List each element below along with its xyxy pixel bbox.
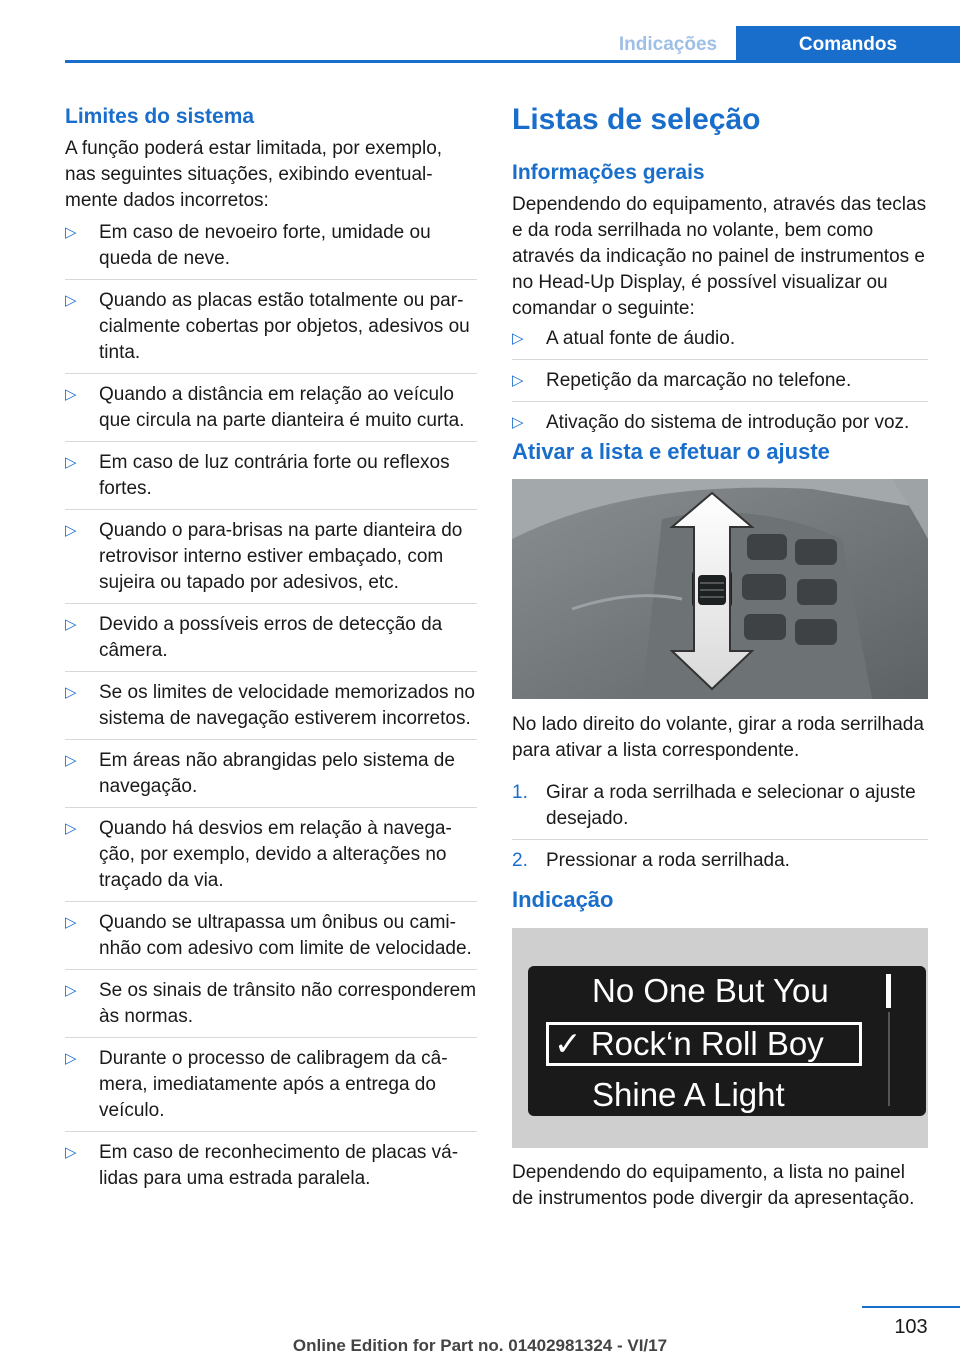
page-number: 103 [894, 1316, 928, 1338]
list-divider [65, 969, 477, 970]
list-item [512, 368, 928, 394]
bullet-triangle-icon: ▷ [65, 616, 77, 633]
list-item-text: Quando se ultrapassa um ônibus ou caminhão com adesivo com limite de velocidade. [99, 912, 472, 959]
steering-wheel-illustration [512, 479, 928, 699]
tab-indicacoes[interactable]: Indicações [618, 33, 718, 55]
display-line-2: ✓ Rock‘n Roll Boy [554, 1025, 824, 1062]
steps-list [512, 780, 928, 890]
bullet-triangle-icon: ▷ [65, 684, 77, 701]
step-text: Pressionar a roda serrilhada. [546, 850, 790, 871]
ativar-paragraph: No lado direito do volante, girar a roda serrilhada para ativar a lista correspondente. [512, 714, 924, 761]
list-item-text: Quando há desvios em relação à navegação, por exemplo, devido a alterações no traçado da via. [99, 818, 452, 891]
list-item [65, 612, 477, 664]
bullet-triangle-icon: ▷ [65, 914, 77, 931]
list-divider [65, 279, 477, 280]
display-line-1: No One But You [592, 972, 829, 1009]
list-item [65, 382, 477, 434]
list-item [65, 450, 477, 502]
list-item [65, 978, 477, 1030]
list-item [512, 326, 928, 352]
display-scrollbar-track [888, 1012, 890, 1106]
list-divider [65, 901, 477, 902]
list-divider [65, 603, 477, 604]
list-divider [65, 1131, 477, 1132]
edition-line: Online Edition for Part no. 01402981324 - VI/17 [292, 1336, 668, 1355]
subheading-ativar: Ativar a lista e efetuar o ajuste [512, 439, 830, 464]
bullet-triangle-icon: ▷ [65, 522, 77, 539]
bullet-triangle-icon: ▷ [65, 386, 77, 403]
section-title-listas: Listas de seleção [512, 103, 761, 136]
subheading-indicacao: Indicação [512, 887, 614, 912]
list-item [65, 1046, 477, 1124]
step-item [512, 848, 928, 874]
limites-list [65, 220, 477, 1208]
list-item-text: Se os sinais de trânsito não corresponderem às normas. [99, 980, 477, 1027]
display-scrollbar-thumb [886, 974, 891, 1008]
list-divider [65, 1037, 477, 1038]
list-item [65, 1140, 477, 1192]
list-divider [65, 807, 477, 808]
list-item-text: Em áreas não abrangidas pelo sistema de navegação. [99, 750, 455, 797]
bullet-triangle-icon: ▷ [65, 1144, 77, 1161]
list-divider [65, 509, 477, 510]
steering-wheel-photo [512, 479, 928, 699]
display-photo [512, 928, 928, 1148]
list-divider [65, 739, 477, 740]
step-number: 2. [512, 850, 528, 871]
options-list [512, 326, 928, 452]
list-item [65, 816, 477, 894]
list-divider [512, 401, 928, 402]
list-item [65, 748, 477, 800]
list-item-text: Devido a possíveis erros de detecção da câmera. [99, 614, 443, 661]
step-text: Girar a roda serrilhada e selecionar o ajuste desejado. [546, 782, 916, 829]
bullet-triangle-icon: ▷ [65, 224, 77, 241]
tab-comandos[interactable]: Comandos [736, 26, 960, 63]
list-item-text: A atual fonte de áudio. [546, 328, 736, 349]
step-item [512, 780, 928, 832]
list-item-text: Se os limites de velocidade memorizados no sistema de navegação estiverem incorretos. [99, 682, 475, 729]
limites-intro: A função poderá estar limitada, por exemplo, nas seguintes situações, exibindo eventualmente dados incorretos: [65, 138, 443, 211]
list-divider [65, 373, 477, 374]
list-item [65, 680, 477, 732]
list-item [65, 910, 477, 962]
section-heading-limites: Limites do sistema [65, 105, 255, 128]
bullet-triangle-icon: ▷ [65, 292, 77, 309]
list-item [65, 220, 477, 272]
list-divider [512, 359, 928, 360]
list-item-text: Em caso de nevoeiro forte, umidade ou queda de neve. [99, 222, 431, 269]
step-number: 1. [512, 782, 528, 803]
bullet-triangle-icon: ▷ [65, 752, 77, 769]
bullet-triangle-icon: ▷ [512, 372, 524, 389]
bullet-triangle-icon: ▷ [65, 454, 77, 471]
list-item-text: Em caso de reconhecimento de placas válidas para uma estrada paralela. [99, 1142, 459, 1189]
subheading-informacoes: Informações gerais [512, 161, 705, 184]
indicacao-paragraph: Dependendo do equipamento, a lista no painel de instrumentos pode divergir da apresentação. [512, 1162, 915, 1209]
bullet-triangle-icon: ▷ [65, 1050, 77, 1067]
list-divider [512, 839, 928, 840]
footer-rule [862, 1306, 960, 1308]
bullet-triangle-icon: ▷ [65, 820, 77, 837]
list-divider [65, 671, 477, 672]
list-item-text: Quando as placas estão totalmente ou parcialmente cobertas por objetos, adesivos ou tinta. [99, 290, 470, 363]
informacoes-paragraph: Dependendo do equipamento, através das teclas e da roda serrilhada no volante, bem como através da indicação no painel de instrumentos e no Head-Up Display, é possível visualizar ou comandar o seguinte: [512, 194, 927, 319]
header-rule [65, 60, 960, 63]
bullet-triangle-icon: ▷ [512, 414, 524, 431]
list-item [65, 518, 477, 596]
bullet-triangle-icon: ▷ [512, 330, 524, 347]
display-line-3: Shine A Light [592, 1076, 785, 1113]
list-divider [65, 441, 477, 442]
list-item-text: Em caso de luz contrária forte ou reflexos fortes. [99, 452, 450, 499]
list-item-text: Quando a distância em relação ao veículo que circula na parte dianteira é muito curta. [99, 384, 465, 431]
list-item-text: Quando o para-brisas na parte dianteira do retrovisor interno estiver embaçado, com sujeira ou tapado por adesivos, etc. [99, 520, 463, 593]
list-item [65, 288, 477, 366]
list-item-text: Repetição da marcação no telefone. [546, 370, 852, 391]
bullet-triangle-icon: ▷ [65, 982, 77, 999]
list-item-text: Durante o processo de calibragem da câmera, imediatamente após a entrega do veículo. [99, 1048, 448, 1121]
list-item-text: Ativação do sistema de introdução por voz. [546, 412, 910, 433]
list-item [512, 410, 928, 436]
